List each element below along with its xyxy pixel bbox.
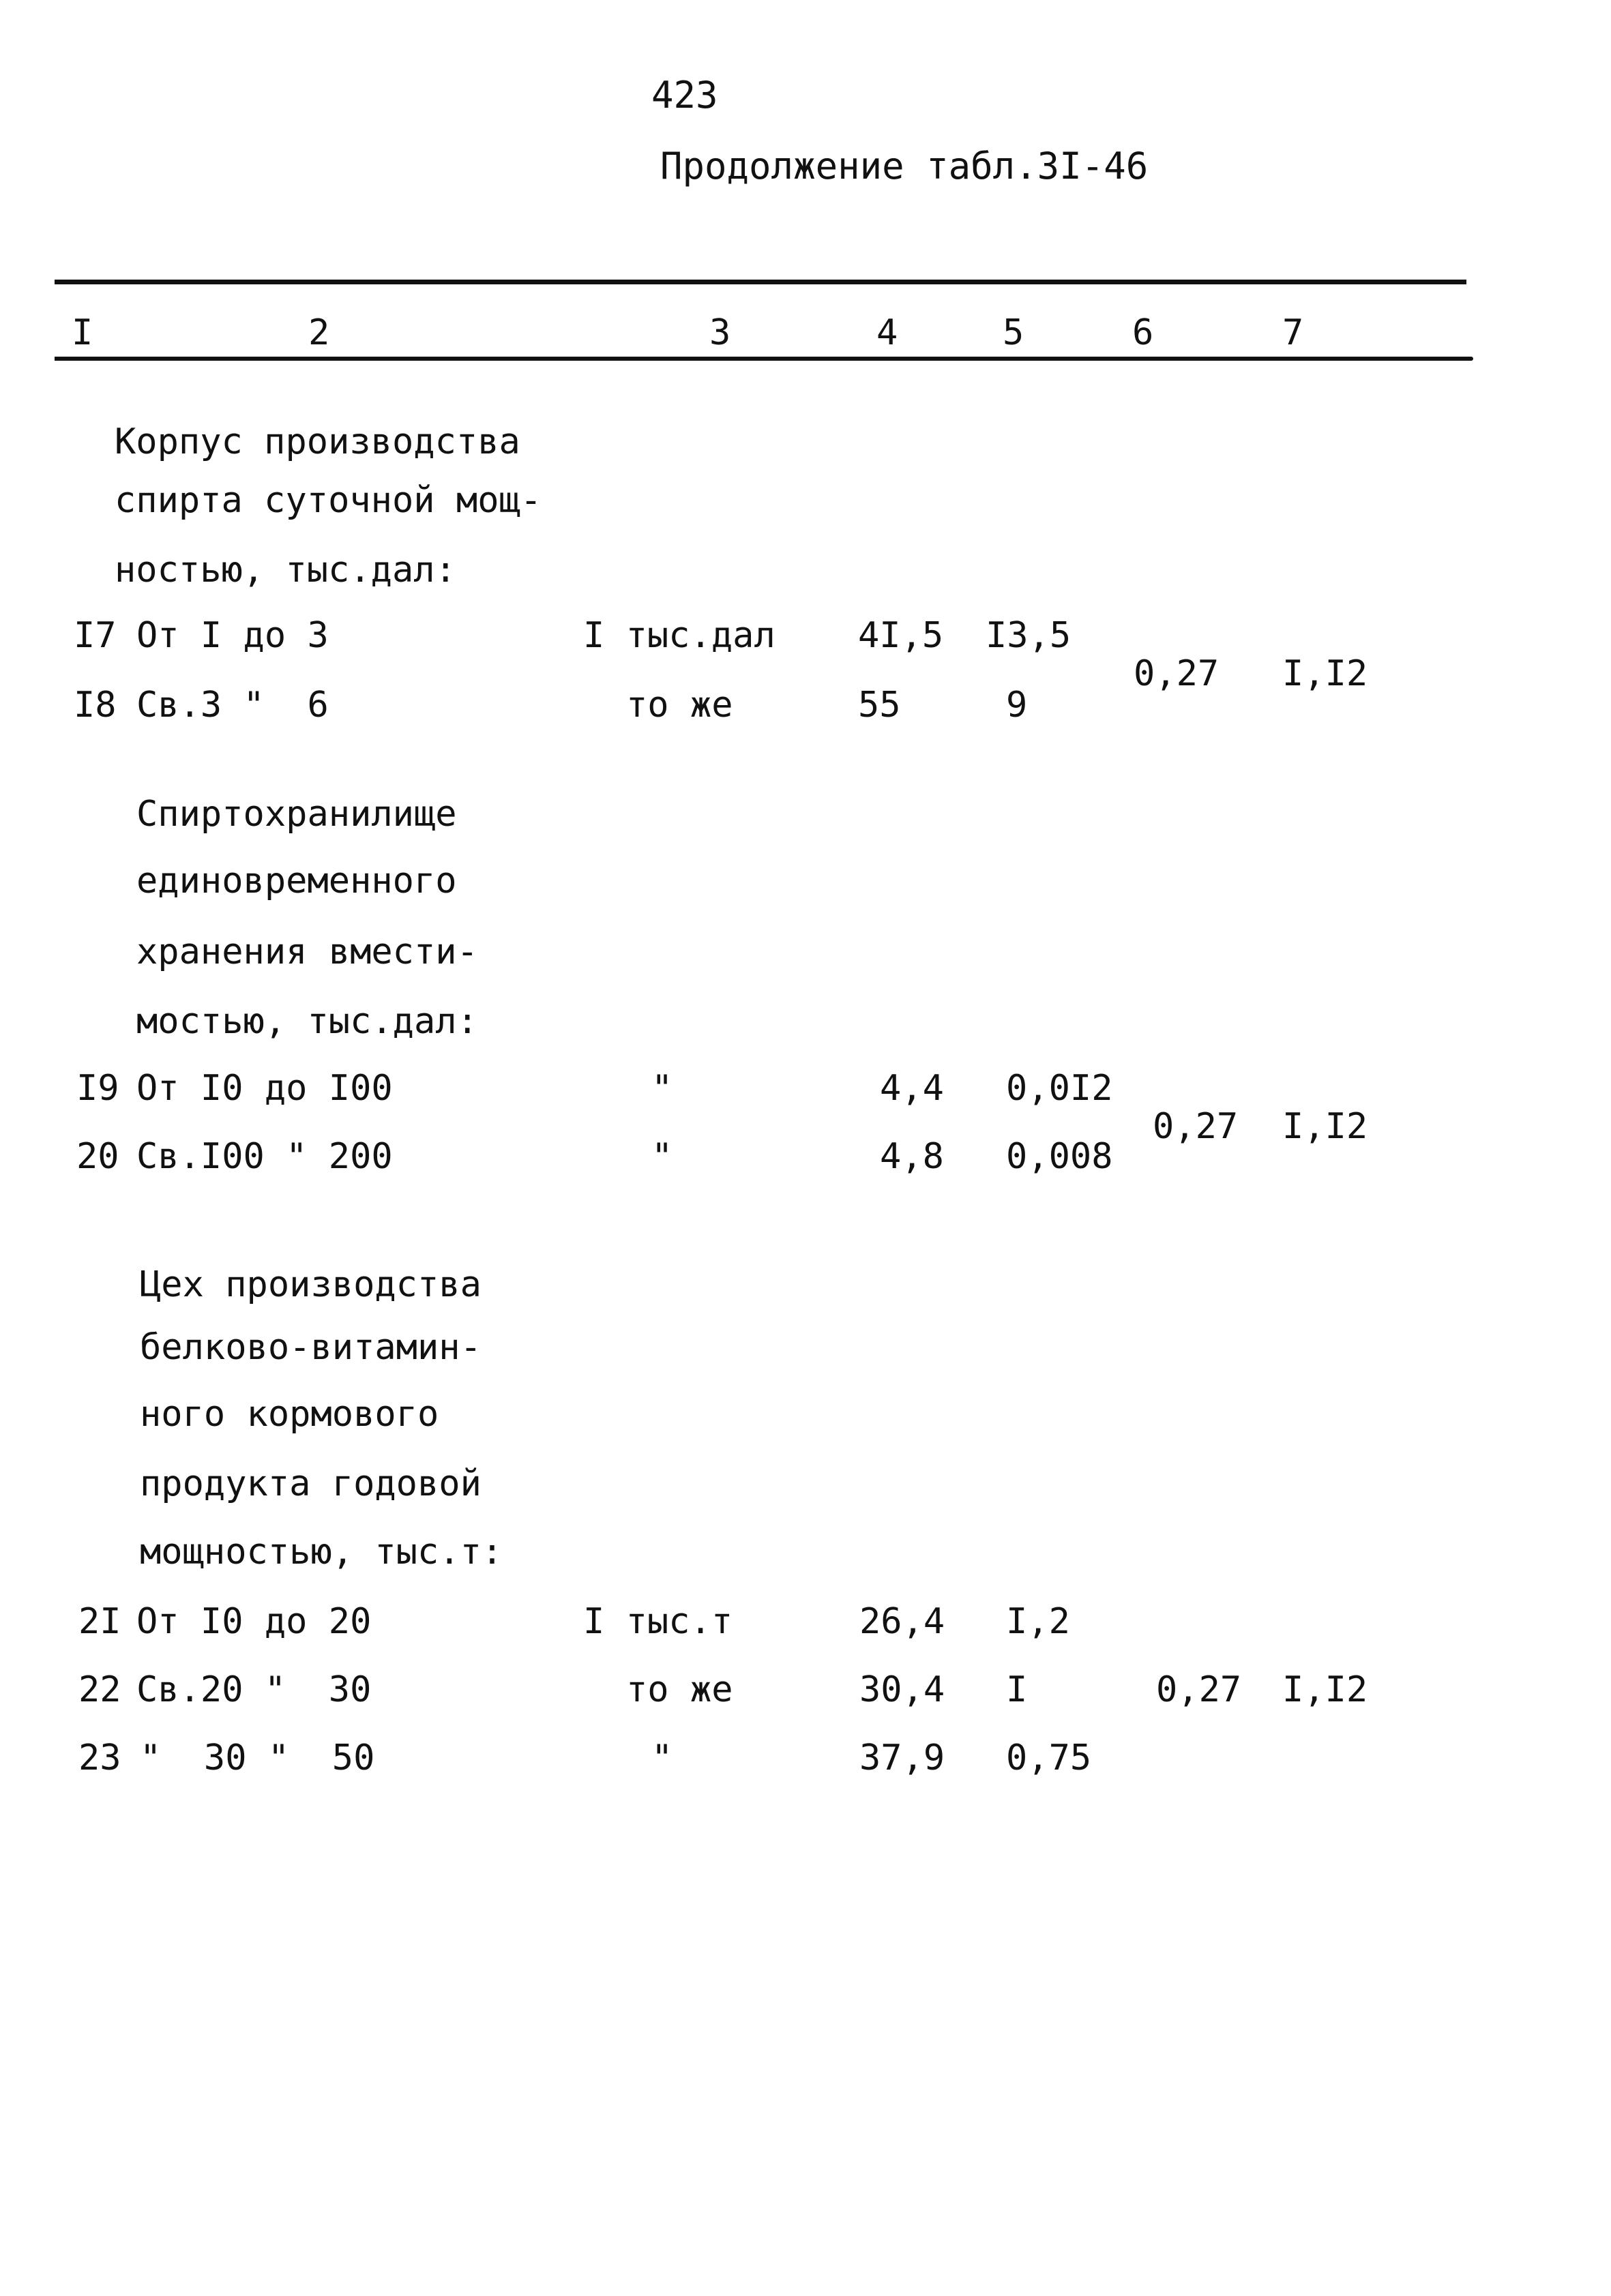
row-number: I7 xyxy=(74,615,117,656)
row-value-5: I xyxy=(1006,1669,1028,1710)
section-title-line: мостью, тыс.дал: xyxy=(136,1001,478,1042)
row-value-5: 0,75 xyxy=(1006,1738,1092,1778)
group-value-7: I,I2 xyxy=(1282,653,1368,694)
table-top-rule xyxy=(55,280,1466,284)
group-value-7: I,I2 xyxy=(1282,1669,1368,1710)
row-unit: то же xyxy=(626,1669,733,1710)
row-value-5: 9 xyxy=(1006,685,1028,726)
row-number: 23 xyxy=(78,1738,121,1778)
row-range: Св.20 " 30 xyxy=(136,1669,372,1710)
section-title-line: мощностью, тыс.т: xyxy=(140,1532,503,1572)
column-header-4: 4 xyxy=(876,312,898,353)
row-range: Св.I00 " 200 xyxy=(136,1136,393,1177)
section-title-line: спирта суточной мощ- xyxy=(115,480,542,521)
group-value-6: 0,27 xyxy=(1134,653,1220,694)
row-value-4: 37,9 xyxy=(859,1738,945,1778)
section-title-line: хранения вмести- xyxy=(136,931,478,972)
section-title-line: Цех производства xyxy=(140,1264,482,1305)
row-range: От I до 3 xyxy=(136,615,329,656)
column-header-2: 2 xyxy=(308,312,330,353)
row-unit: " xyxy=(651,1136,673,1177)
row-unit: " xyxy=(651,1068,673,1109)
row-unit: I тыс.т xyxy=(583,1601,733,1642)
column-header-7: 7 xyxy=(1282,312,1304,353)
row-range: От I0 до 20 xyxy=(136,1601,372,1642)
row-number: 20 xyxy=(76,1136,119,1177)
column-header-5: 5 xyxy=(1003,312,1024,353)
row-unit: то же xyxy=(626,685,733,726)
column-header-3: 3 xyxy=(709,312,731,353)
section-title-line: ностью, тыс.дал: xyxy=(115,550,456,591)
row-value-4: 26,4 xyxy=(859,1601,945,1642)
section-title-line: белково-витамин- xyxy=(140,1327,482,1368)
section-title-line: Корпус производства xyxy=(115,421,520,462)
group-value-7: I,I2 xyxy=(1282,1106,1368,1147)
section-title-line: единовременного xyxy=(136,861,457,901)
group-value-6: 0,27 xyxy=(1156,1669,1242,1710)
row-range: Св.3 " 6 xyxy=(136,685,329,726)
group-value-6: 0,27 xyxy=(1153,1106,1239,1147)
section-title-line: продукта годовой xyxy=(140,1463,482,1504)
row-number: I8 xyxy=(74,685,117,726)
row-value-5: 0,0I2 xyxy=(1006,1068,1113,1109)
column-header-1: I xyxy=(72,312,93,353)
row-value-5: I3,5 xyxy=(986,615,1071,656)
table-continuation-caption: Продолжение табл.3I-46 xyxy=(660,145,1149,188)
section-title-line: ного кормового xyxy=(140,1394,439,1435)
row-number: I9 xyxy=(76,1068,119,1109)
table-header-rule xyxy=(55,357,1473,361)
row-number: 2I xyxy=(78,1601,121,1642)
row-range: " 30 " 50 xyxy=(140,1738,375,1778)
row-value-4: 4,8 xyxy=(880,1136,944,1177)
row-number: 22 xyxy=(78,1669,121,1710)
row-value-4: 4,4 xyxy=(880,1068,944,1109)
row-unit: " xyxy=(651,1738,673,1778)
row-value-5: 0,008 xyxy=(1006,1136,1113,1177)
row-range: От I0 до I00 xyxy=(136,1068,393,1109)
column-header-6: 6 xyxy=(1132,312,1154,353)
row-unit: I тыс.дал xyxy=(583,615,775,656)
section-title-line: Спиртохранилище xyxy=(136,794,457,835)
row-value-5: I,2 xyxy=(1006,1601,1070,1642)
page-number: 423 xyxy=(651,74,718,117)
row-value-4: 55 xyxy=(858,685,901,726)
row-value-4: 4I,5 xyxy=(858,615,944,656)
row-value-4: 30,4 xyxy=(859,1669,945,1710)
